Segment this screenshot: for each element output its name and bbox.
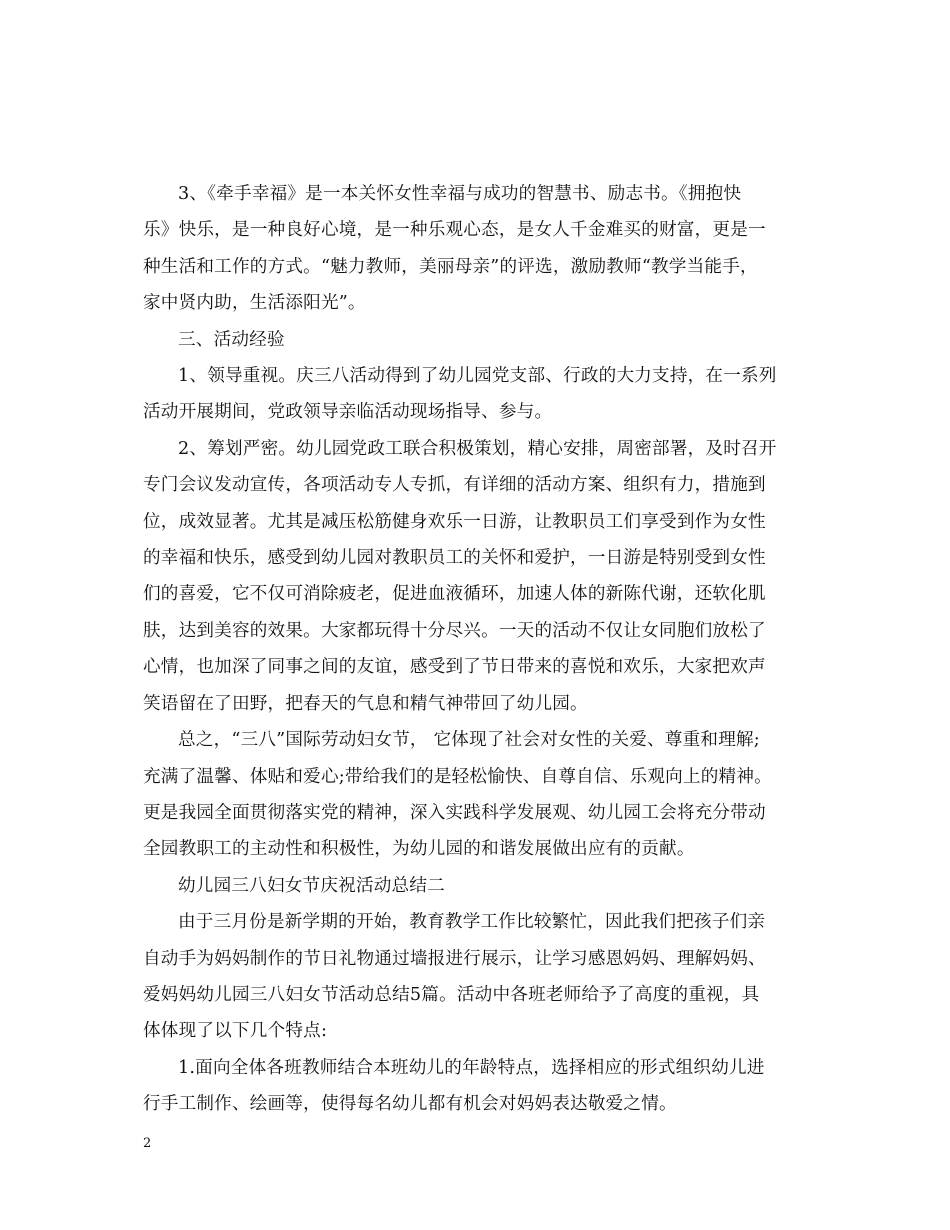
text-line: 自动手为妈妈制作的节日礼物通过墙报进行展示，让学习感恩妈妈、理解妈妈、 <box>143 948 766 969</box>
text-line: 2、筹划严密。幼儿园党政工联合积极策划，精心安排，周密部署，及时召开 <box>178 438 777 459</box>
text-line: 行手工制作、绘画等，使得每名幼儿都有机会对妈妈表达敬爱之情。 <box>143 1094 677 1115</box>
text-line: 全园教职工的主动性和积极性，为幼儿园的和谐发展做出应有的贡献。 <box>143 839 695 860</box>
text-line: 们的喜爱，它不仅可消除疲老，促进血液循环，加速人体的新陈代谢，还软化肌 <box>143 584 766 605</box>
section-heading: 幼儿园三八妇女节庆祝活动总结二 <box>178 875 445 896</box>
text-line: 3、《牵手幸福》是一本关怀女性幸福与成功的智慧书、励志书。《拥抱快 <box>178 184 742 204</box>
paragraph-planning <box>143 431 813 722</box>
text-line: 肤，达到美容的效果。大家都玩得十分尽兴。一天的活动不仅让女同胞们放松了 <box>143 620 766 641</box>
document-body <box>143 176 813 1123</box>
paragraph-leadership <box>143 358 813 431</box>
text-line: 家中贤内助，生活添阳光”。 <box>143 293 366 314</box>
text-line: 更是我园全面贯彻落实党的精神，深入实践科学发展观、幼儿园工会将充分带动 <box>143 802 766 823</box>
paragraph-feature-one <box>143 1050 813 1123</box>
text-line: 专门会议发动宣传，各项活动专人专抓，有详细的活动方案、组织有力，措施到 <box>143 475 766 496</box>
section-heading-summary-two <box>143 868 813 904</box>
text-line: 充满了温馨、体贴和爱心;带给我们的是轻松愉快、自尊自信、乐观向上的精神。 <box>143 766 772 787</box>
text-line: 爱妈妈幼儿园三八妇女节活动总结5篇。活动中各班老师给予了高度的重视，具 <box>143 984 760 1005</box>
text-line: 1.面向全体各班教师结合本班幼儿的年龄特点，选择相应的形式组织幼儿进 <box>178 1057 765 1078</box>
text-line: 的幸福和快乐，感受到幼儿园对教职员工的关怀和爱护，一日游是特别受到女性 <box>143 548 766 569</box>
paragraph-march-activities <box>143 904 813 1050</box>
text-line: 乐》快乐，是一种良好心境，是一种乐观心态，是女人千金难买的财富，更是一 <box>143 220 766 241</box>
text-line: 由于三月份是新学期的开始，教育教学工作比较繁忙，因此我们把孩子们亲 <box>178 912 766 933</box>
text-line: 总之，“三八”国际劳动妇女节， 它体现了社会对女性的关爱、尊重和理解; <box>178 730 760 751</box>
text-line: 体体现了以下几个特点: <box>143 1021 328 1042</box>
paragraph-conclusion <box>143 722 813 868</box>
text-line: 1、领导重视。庆三八活动得到了幼儿园党支部、行政的大力支持，在一系列 <box>178 366 777 387</box>
text-line: 活动开展期间，党政领导亲临活动现场指导、参与。 <box>143 402 553 423</box>
section-heading: 三、活动经验 <box>178 329 285 350</box>
text-line: 心情，也加深了同事之间的友谊，感受到了节日带来的喜悦和欢乐，大家把欢声 <box>143 657 766 678</box>
text-line: 种生活和工作的方式。“魅力教师，美丽母亲”的评选，激励教师“教学当能手， <box>143 256 758 277</box>
page-number: 2 <box>143 1136 152 1151</box>
text-line: 位，成效显著。尤其是减压松筋健身欢乐一日游，让教职员工们享受到作为女性 <box>143 511 766 532</box>
section-heading-activity-experience <box>143 322 813 358</box>
paragraph-book-intro <box>143 176 813 322</box>
text-line: 笑语留在了田野，把春天的气息和精气神带回了幼儿园。 <box>143 693 588 714</box>
